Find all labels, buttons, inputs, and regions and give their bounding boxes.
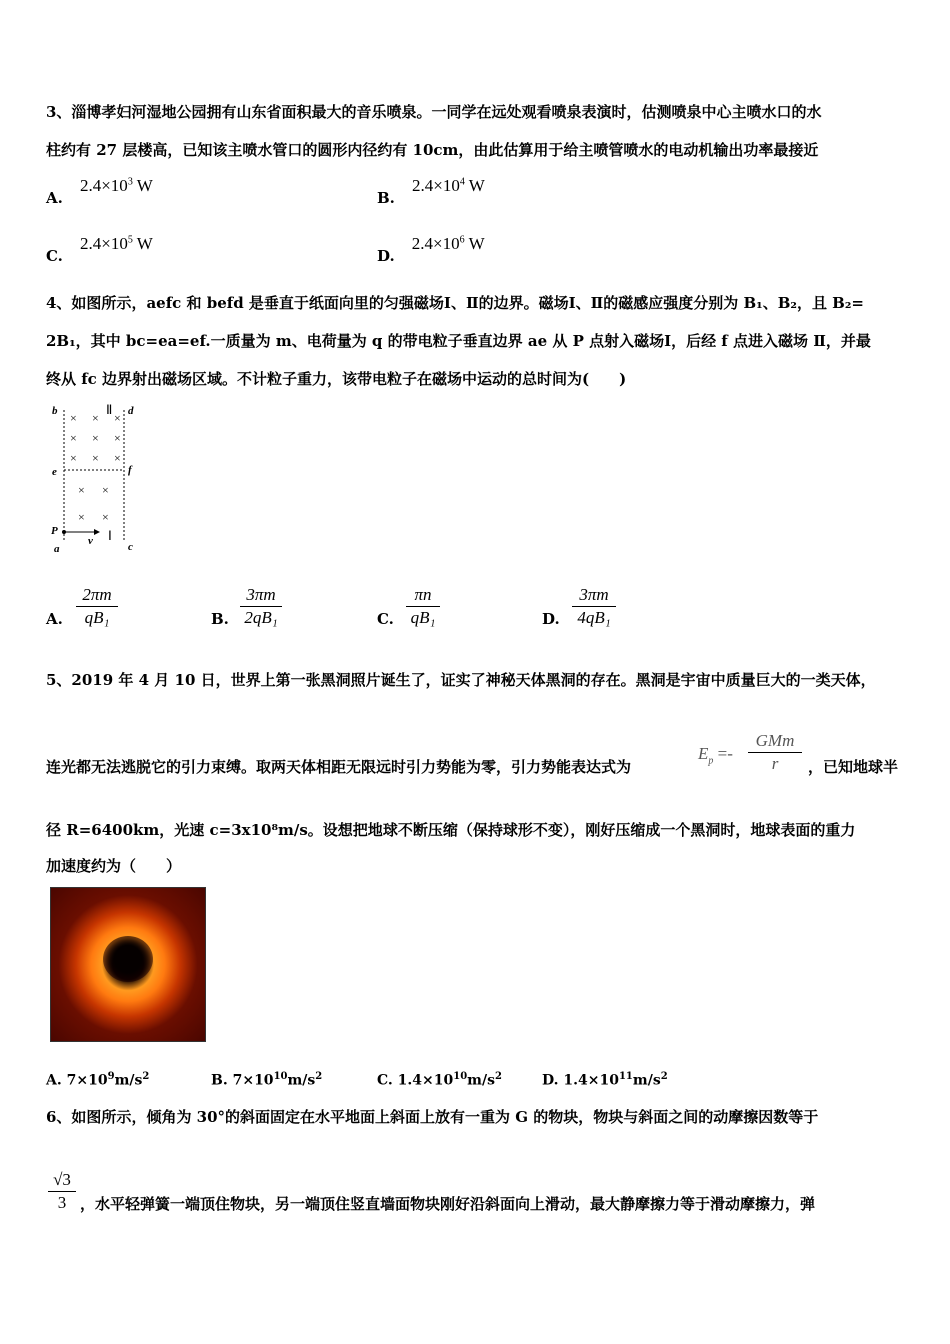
field-cross: ×: [92, 411, 99, 425]
q5-line2a: 连光都无法逃脱它的引力束缚。取两天体相距无限远时引力势能为零，引力势能表达式为: [46, 758, 632, 776]
region-ii-label: Ⅱ: [106, 402, 113, 417]
q4-option-c-label: C.: [377, 610, 394, 628]
friction-coefficient-fraction: $\frac{√3}{3}$: [48, 1170, 76, 1213]
q5-option-c[interactable]: C. $1.4\times 10^{10}m/s^2$: [377, 1071, 502, 1089]
q3-line2: 柱约有 27 层楼高，已知该主喷水管口的圆形内径约有 10cm，由此估算用于给主喷管喷水的电动机输出功率最接近: [46, 141, 819, 159]
q4-line1: 4、如图所示，aefc 和 befd 是垂直于纸面向里的匀强磁场Ⅰ、Ⅱ的边界。磁场Ⅰ、Ⅱ的磁感应强度分别为 B₁、B₂，且 B₂=: [46, 294, 865, 312]
label-a: a: [54, 543, 60, 555]
q4-option-b-label: B.: [211, 610, 229, 628]
q4-option-d-fraction[interactable]: $\frac{3\pi m}{\text{4qB₁}}$: [572, 585, 616, 628]
magnetic-field-figure: [46, 400, 146, 560]
q4-option-a-fraction[interactable]: $\frac{2\pi m}{\text{qB₁}}$: [76, 585, 118, 628]
q3-option-d-value: $2.4\times 10^6$ W: [411, 234, 485, 253]
black-hole-image: [50, 887, 206, 1042]
region-i-label: Ⅰ: [108, 528, 112, 543]
field-cross: ×: [114, 451, 121, 465]
field-cross: ×: [92, 431, 99, 445]
potential-energy-lhs: $E_p$ =-: [698, 744, 733, 767]
field-cross: ×: [114, 411, 121, 425]
q5-line2b: ，已知地球半: [808, 758, 899, 776]
field-cross: ×: [114, 431, 121, 445]
q3-option-a-value: $2.4\times 10^3$ W: [79, 176, 153, 195]
q3-option-c-value: $2.4\times 10^5$ W: [80, 234, 153, 253]
q4-option-a-label: A.: [46, 610, 63, 628]
point-p-dot: [62, 530, 66, 534]
black-hole-shadow: [103, 936, 153, 982]
q3-option-b-value: $2.4\times 10^4$ W: [412, 176, 485, 195]
q4-line3: 终从 fc 边界射出磁场区域。不计粒子重力，该带电粒子在磁场中运动的总时间为( ): [46, 370, 627, 388]
label-c: c: [128, 541, 133, 553]
q4-option-d-label: D.: [542, 610, 560, 628]
q5-line4: 加速度约为（ ）: [46, 857, 182, 875]
label-d: d: [128, 405, 134, 417]
field-cross: ×: [102, 510, 109, 524]
q3-option-d[interactable]: D. $2.4\times 10^6$ W: [377, 234, 485, 265]
q3-line1: 3、淄博孝妇河湿地公园拥有山东省面积最大的音乐喷泉。一同学在远处观看喷泉表演时，估测喷泉中心主喷水口的水: [46, 103, 822, 121]
q5-option-a[interactable]: A. $7\times 10^9m/s^2$: [46, 1071, 150, 1089]
field-cross: ×: [70, 431, 77, 445]
q3-option-a[interactable]: A. $2.4\times 10^3$ W: [46, 176, 153, 207]
field-cross: ×: [70, 451, 77, 465]
label-v: v: [88, 535, 93, 547]
label-p: P: [51, 525, 58, 537]
q5-option-d[interactable]: D. $1.4\times 10^{11}m/s^2$: [542, 1071, 668, 1089]
q6-line2: ，水平轻弹簧一端顶住物块，另一端顶住竖直墙面物块刚好沿斜面向上滑动，最大静摩擦力等于滑动摩擦力，弹: [80, 1195, 816, 1213]
q3-option-b[interactable]: B. $2.4\times 10^4$ W: [377, 176, 485, 207]
field-cross: ×: [102, 483, 109, 497]
label-b: b: [52, 405, 58, 417]
q3-option-c[interactable]: C. $2.4\times 10^5$ W: [46, 234, 153, 265]
q4-line2: 2B₁，其中 bc=ea=ef.一质量为 m、电荷量为 q 的带电粒子垂直边界 ae 从 P 点射入磁场Ⅰ，后经 f 点进入磁场 Ⅱ，并最: [46, 332, 871, 350]
field-cross: ×: [70, 411, 77, 425]
potential-energy-fraction: GMm r: [748, 731, 802, 774]
field-cross: ×: [78, 483, 85, 497]
velocity-arrowhead: [94, 529, 100, 535]
q4-option-b-fraction[interactable]: $\frac{3\pi m}{\text{2qB₁}}$: [240, 585, 282, 628]
q5-line3: 径 R=6400km，光速 c=3x10⁸m/s。设想把地球不断压缩（保持球形不变），刚好压缩成一个黑洞时，地球表面的重力: [46, 821, 856, 839]
field-cross: ×: [92, 451, 99, 465]
q4-option-c-fraction[interactable]: $\frac{\pi n}{\text{qB₁}}$: [406, 585, 440, 628]
q6-line1: 6、如图所示，倾角为 30°的斜面固定在水平地面上斜面上放有一重为 G 的物块，物块与斜面之间的动摩擦因数等于: [46, 1108, 819, 1126]
q5-option-b[interactable]: B. $7\times 10^{10}m/s^2$: [211, 1071, 323, 1089]
q5-line1: 5、2019 年 4 月 10 日，世界上第一张黑洞照片诞生了，证实了神秘天体黑洞的存在。黑洞是宇宙中质量巨大的一类天体，: [46, 671, 876, 689]
label-f: f: [128, 464, 132, 476]
label-e: e: [52, 466, 57, 478]
field-cross: ×: [78, 510, 85, 524]
